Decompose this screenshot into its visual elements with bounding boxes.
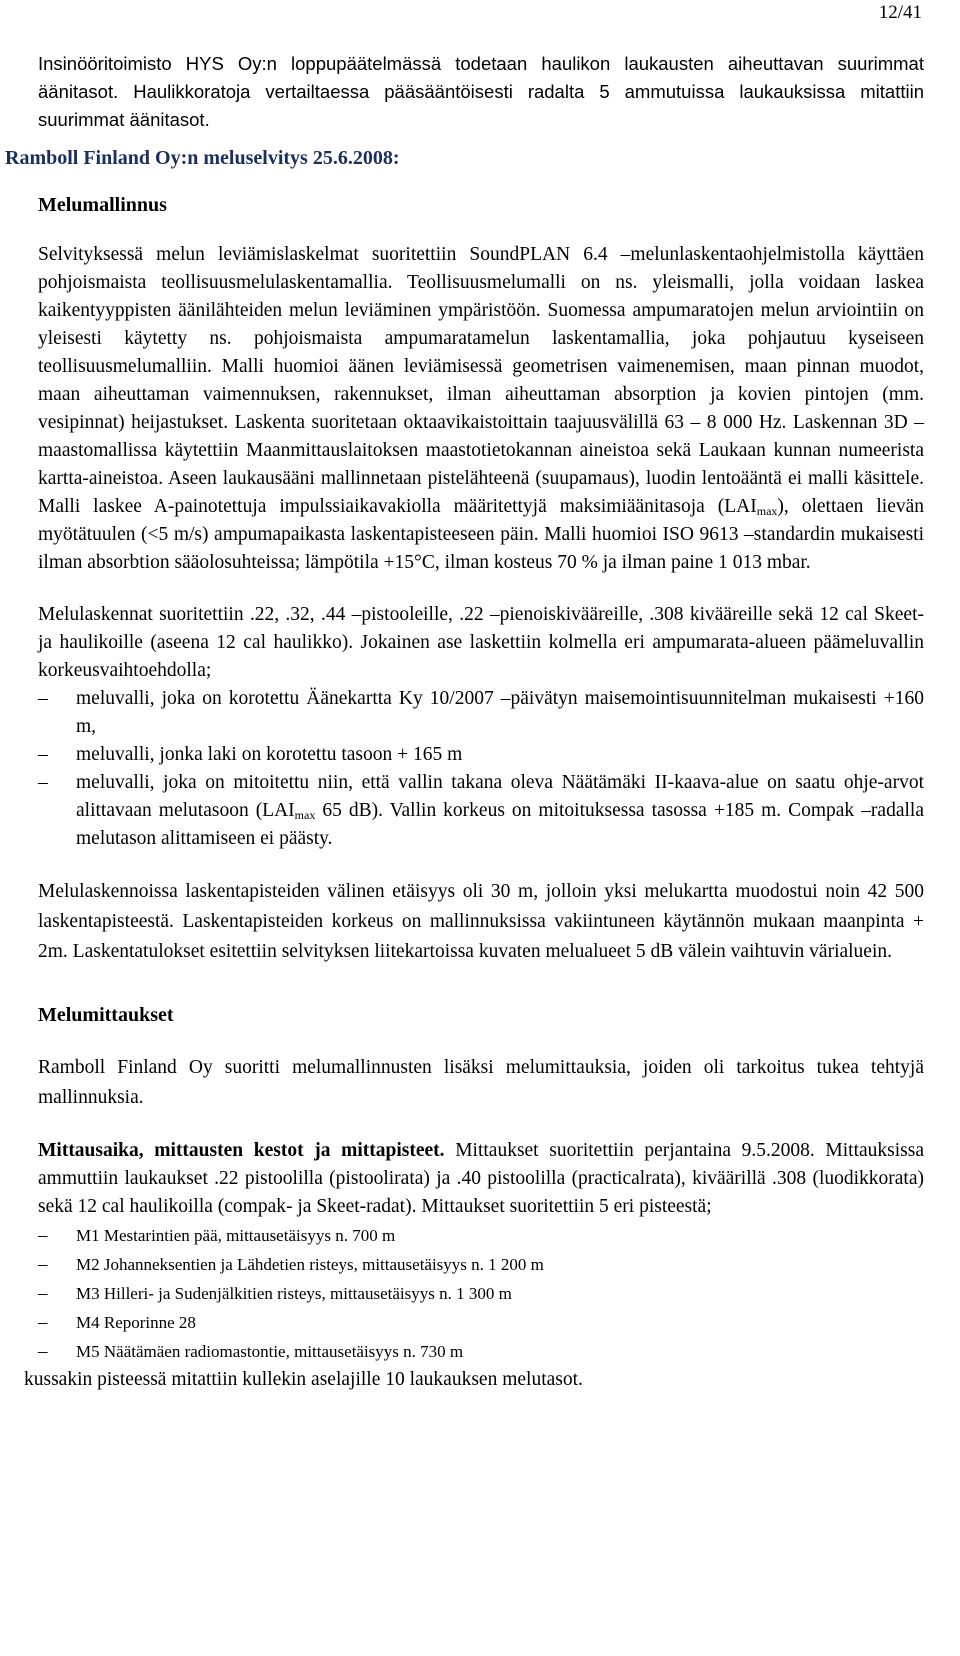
option-text xyxy=(76,772,924,849)
melumallinnus-p1-text-b: ), olettaen lievän myötätuulen (<5 m/s) ampumapaikasta laskentapisteeseen päin. Malli huomioi ISO 9613 –standardin mukaisesti ilman absorbtion sääolosuhteissa; lämpötila +15°C, ilman kosteus 70 % ja ilman paine 1 013 mbar. xyxy=(38,496,925,573)
melumallinnus-paragraph-1 xyxy=(38,241,924,577)
document-body xyxy=(5,50,925,1394)
list-item xyxy=(38,685,924,741)
melumittaukset-paragraph-1: Ramboll Finland Oy suoritti melumallinnusten lisäksi melumittauksia, joiden oli tarkoitus tukea tehtyjä mallinnuksia. xyxy=(38,1057,924,1108)
measurement-subheading: Mittausaika, mittausten kestot ja mittapisteet. xyxy=(38,1140,445,1161)
dash-bullet: – xyxy=(38,1312,48,1333)
closing-sentence: kussakin pisteessä mitattiin kullekin aselajille 10 laukauksen melutasot. xyxy=(24,1369,583,1390)
measurement-point-text: M1 Mestarintien pää, mittausetäisyys n. 700 m xyxy=(76,1226,396,1245)
measurement-point-list xyxy=(38,1221,924,1366)
dash-bullet: – xyxy=(38,772,48,793)
page-number: 12/41 xyxy=(878,2,922,23)
dash-bullet: – xyxy=(38,744,48,765)
list-item xyxy=(38,741,924,769)
melumallinnus-paragraph-2: Melulaskennat suoritettiin .22, .32, .44 –pistooleille, .22 –pienoiskivääreille, .308 kivääreille sekä 12 cal Skeet- ja haulikoille (aseena 12 cal haulikko). Jokainen ase laskettiin kolmella eri ampumarata-alueen päämeluvallin korkeusvaihtoehdolla; xyxy=(38,604,924,681)
dash-bullet: – xyxy=(38,688,48,709)
melumallinnus-p1-text-a: Selvityksessä melun leviämislaskelmat suoritettiin SoundPLAN 6.4 –melunlaskentaohjelmistolla käyttäen pohjoismaista teollisuusmelulaskentamallia. Teollisuusmelumalli on ns. yleismalli, jolla voidaan laskea kaikentyyppisten äänilähteiden melun leviäminen ympäristöön. Suomessa ampumaratojen melun arviointiin on yleisesti käytetty ns. pohjoismaista ampumaratamelun laskentamallia, joka pohjautuu kyseiseen teollisuusmelumalliin. Malli huomioi äänen leviämisessä geometrisen vaimenemisen, maan pinnan muodot, maan aiheuttaman vaimennuksen, rakennukset, ilman aiheuttaman absorption ja kovien pintojen (mm. vesipinnat) heijastukset. Laskenta suoritetaan oktaavikaistoittain taajuusvälillä 63 – 8 000 Hz. Laskennan 3D –maastomallissa käytettiin Maanmittauslaitoksen maastotietokannan aineistoa sekä Laukaan kunnan numeerista kartta-aineistoa. Aseen laukausääni mallinnetaan pistelähteenä (suupamaus), luodin lentoääntä ei malli käsittele. Malli laskee A-painotettuja impulssiaikavakiolla määritettyjä maksimiäänitasoja (LAI xyxy=(38,244,924,517)
measurement-point-text: M3 Hilleri- ja Sudenjälkitien risteys, mittausetäisyys n. 1 300 m xyxy=(76,1284,512,1303)
measurement-point xyxy=(38,1337,924,1366)
ramboll-heading: Ramboll Finland Oy:n meluselvitys 25.6.2008: xyxy=(5,147,400,169)
melumallinnus-heading: Melumallinnus xyxy=(38,194,167,216)
melumallinnus-paragraph-3: Melulaskennoissa laskentapisteiden välinen etäisyys oli 30 m, jolloin yksi melukartta muodostui noin 42 500 laskentapisteestä. Laskentapisteiden korkeus on mallinnuksissa vakiintuneen käytännön mukaan maanpinta + 2m. Laskentatulokset esitettiin selvityksen liitekartoissa kuvaten melualueet 5 dB välein vaihtuvin värialuein. xyxy=(38,881,924,962)
lai-subscript: max xyxy=(756,504,778,518)
melumittaukset-paragraph-2 xyxy=(38,1137,924,1221)
measurement-point xyxy=(38,1250,924,1279)
intro-paragraph: Insinööritoimisto HYS Oy:n loppupäätelmässä todetaan haulikon laukausten aiheuttavan suurimmat äänitasot. Haulikkoratoja vertailtaessa pääsääntöisesti radalta 5 ammutuissa laukauksissa mitattiin suurimmat äänitasot. xyxy=(38,53,924,130)
melumittaukset-heading: Melumittaukset xyxy=(38,1004,174,1026)
measurement-point xyxy=(38,1279,924,1308)
melumittaukset-p2-text: Mittaukset suoritettiin perjantaina 9.5.2008. Mittauksissa ammuttiin laukaukset .22 pistoolilla (pistoolirata) ja .40 pistoolilla (practicalrata), kiväärillä .308 (luodikkorata) sekä 12 cal haulikoilla (compak- ja Skeet-radat). Mittaukset suoritettiin 5 eri pisteestä; xyxy=(38,1140,925,1217)
option-text: meluvalli, joka on korotettu Äänekartta Ky 10/2007 –päivätyn maisemointisuunnitelman mukaisesti +160 m, xyxy=(76,688,924,737)
option-text-a: meluvalli, joka on mitoitettu niin, että vallin takana oleva Näätämäki II-kaava-alue on saatu ohje-arvot alittavaan melutasoon (LAI xyxy=(76,772,924,821)
measurement-point-text: M5 Näätämäen radiomastontie, mittausetäisyys n. 730 m xyxy=(76,1342,464,1361)
dash-bullet: – xyxy=(38,1341,48,1362)
lai-subscript: max xyxy=(294,808,316,822)
dash-bullet: – xyxy=(38,1283,48,1304)
measurement-point xyxy=(38,1308,924,1337)
option-list xyxy=(38,685,924,853)
dash-bullet: – xyxy=(38,1254,48,1275)
measurement-point-text: M4 Reporinne 28 xyxy=(76,1313,196,1332)
option-text: meluvalli, jonka laki on korotettu tasoon + 165 m xyxy=(76,744,463,765)
dash-bullet: – xyxy=(38,1225,48,1246)
measurement-point xyxy=(38,1221,924,1250)
option-text-b: 65 dB). Vallin korkeus on mitoituksessa tasossa +185 m. Compak –radalla melutason alittamiseen ei päästy. xyxy=(76,800,924,849)
measurement-point-text: M2 Johanneksentien ja Lähdetien risteys, mittausetäisyys n. 1 200 m xyxy=(76,1255,544,1274)
list-item xyxy=(38,769,924,853)
